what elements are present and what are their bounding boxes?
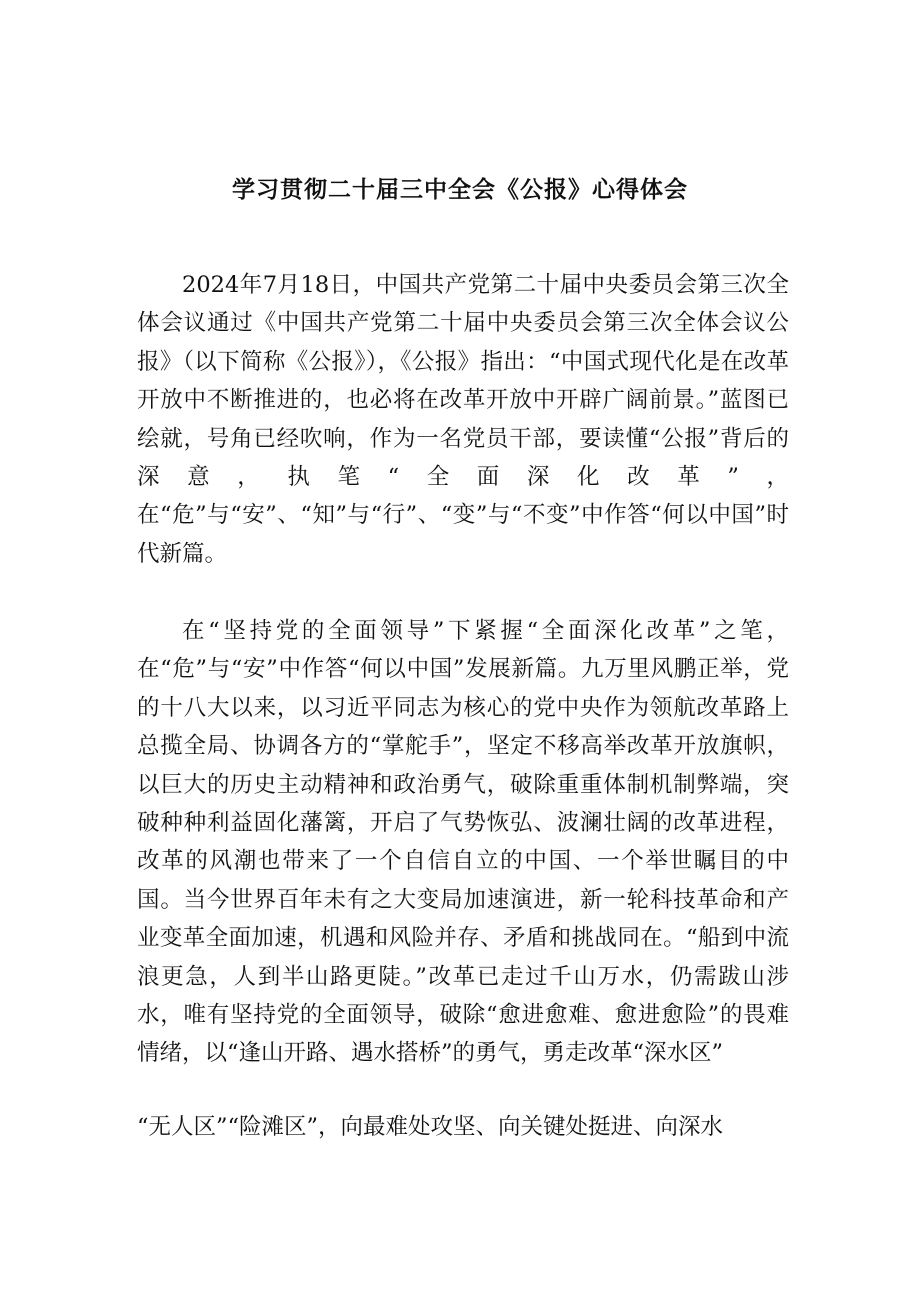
body-paragraph-2-block: [137, 612, 789, 1073]
body-paragraph-3: “无人区”“险滩区”，向最难处攻坚、向关键处挺进、向深水: [137, 1114, 724, 1140]
document-title: 学习贯彻二十届三中全会《公报》心得体会: [232, 177, 688, 203]
body-paragraph-1-block: [137, 266, 789, 573]
body-paragraph-2: 在“坚持党的全面领导”下紧握“全面深化改革”之笔，在“危”与“安”中作答“何以中国”发展新篇。九万里风鹏正举，党的十八大以来，以习近平同志为核心的党中央作为领航改革路上总揽全局、协调各方的“掌舵手”，坚定不移高举改革开放旗帜，以巨大的历史主动精神和政治勇气，破除重重体制机制弊端，突破种种利益固化藩篱，开启了气势恢弘、波澜壮阔的改革进程，改革的风潮也带来了一个自信自立的中国、一个举世瞩目的中国。当今世界百年未有之大变局加速演进，新一轮科技革命和产业变革全面加速，机遇和风险并存、矛盾和挑战同在。“船到中流浪更急，人到半山路更陡。”改革已走过千山万水，仍需跋山涉水，唯有坚持党的全面领导，破除“愈进愈难、愈进愈险”的畏难情绪，以“逢山开路、遇水搭桥”的勇气，勇走改革“深水区”: [137, 618, 789, 1067]
body-paragraph-3-block: [137, 1108, 789, 1146]
body-paragraph-1: 2024年7月18日，中国共产党第二十届中央委员会第三次全体会议通过《中国共产党第二十届中央委员会第三次全体会议公报》（以下简称《公报》），《公报》指出：“中国式现代化是在改革开放中不断推进的，也必将在改革开放中开辟广阔前景。”蓝图已绘就，号角已经吹响，作为一名党员干部，要读懂“公报”背后的深意，执笔“全面深化改革”，在“危”与“安”、“知”与“行”、“变”与“不变”中作答“何以中国”时代新篇。: [137, 272, 789, 567]
